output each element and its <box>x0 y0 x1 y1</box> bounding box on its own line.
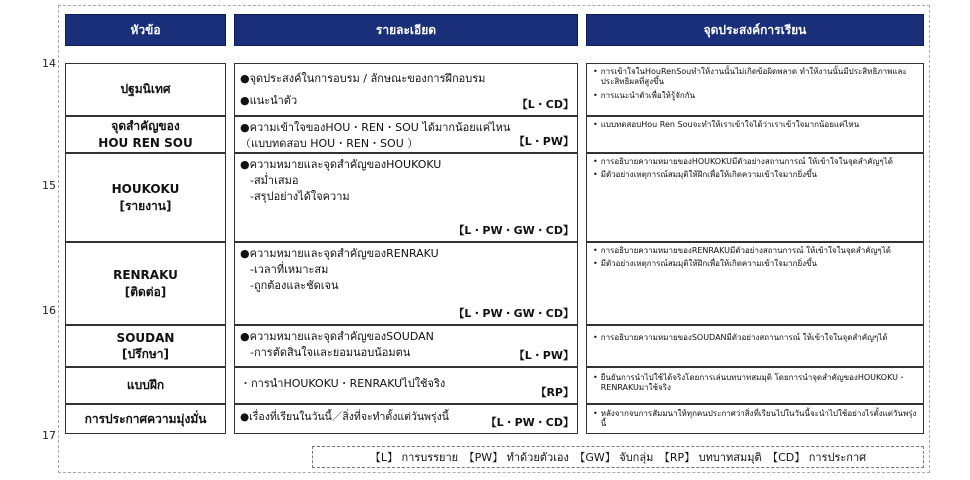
bullet-icon: • <box>593 333 598 342</box>
objective-text: มีตัวอย่างเหตุการณ์สมมุติให้ฝึกเพื่อให้เกิดความเข้าใจมากยิ่งขึ้น <box>600 170 817 180</box>
topic-cell <box>65 367 226 404</box>
header-objective: จุดประสงค์การเรียน <box>586 14 924 46</box>
detail-line: -สรุปอย่างได้ใจความ <box>250 189 350 203</box>
detail-cell <box>234 404 578 434</box>
objective-cell <box>586 367 924 404</box>
detail-cell <box>234 325 578 367</box>
bullet-icon: • <box>593 67 598 76</box>
time-mark-15: 15 <box>42 179 56 192</box>
legend-text: 【L】 การบรรยาย 【PW】 ทำด้วยตัวเอง 【GW】 จับกลุ่ม 【RP】 บทบาทสมมุติ 【CD】 การประกาศ <box>369 451 867 464</box>
topic-line: HOUKOKU <box>111 182 180 197</box>
bullet-icon: • <box>593 259 598 269</box>
objective-cell <box>586 325 924 367</box>
detail-line: （แบบทดสอบ HOU・REN・SOU ） <box>240 136 419 150</box>
objective-text: ยืนยันการนำไปใช้ได้จริงโดยการเล่นบทบาทสมมุติ โดยการนำจุดสำคัญของHOUKOKU・RENRAKUมาใช้จริง <box>600 373 906 393</box>
method-tag: 【RP】 <box>535 386 574 400</box>
bullet-icon: • <box>593 170 598 180</box>
topic-line: SOUDAN <box>116 330 175 345</box>
objective-cell <box>586 63 924 116</box>
topic-cell <box>65 153 226 242</box>
time-mark-17: 17 <box>42 429 56 442</box>
bullet-icon: • <box>593 409 598 418</box>
topic-line: RENRAKU <box>113 268 178 283</box>
bullet-icon: • <box>593 90 598 100</box>
time-mark-14: 14 <box>42 57 56 70</box>
detail-line: -การตัดสินใจและยอมนอบน้อมตน <box>250 345 411 359</box>
topic-line: [ปรึกษา] <box>122 347 169 361</box>
topic-line: [ติดต่อ] <box>124 284 167 299</box>
method-tag: 【L・PW・GW・CD】 <box>453 224 574 238</box>
method-tag: 【L・PW】 <box>513 135 574 149</box>
objective-text: การอธิบายความหมายของRENRAKUมีตัวอย่างสถานการณ์ ให้เข้าใจในจุดสำคัญๆได้ <box>600 246 891 255</box>
topic-cell <box>65 325 226 367</box>
detail-line: ●เรื่องที่เรียนในวันนี้／สิ่งที่จะทำตั้งแต่วันพรุ่งนี้ <box>240 411 449 423</box>
header-topic: หัวข้อ <box>65 14 226 46</box>
detail-line: -เวลาที่เหมาะสม <box>250 262 329 276</box>
method-tag: 【L・PW】 <box>513 349 574 363</box>
objective-cell <box>586 404 924 434</box>
detail-cell <box>234 367 578 404</box>
objective-text: หลังจากจบการสัมมนาให้ทุกคนประกาศว่าสิ่งที่เรียนไปในวันนี้จะนำไปใช้อย่างไรตั้งแต่วันพรุ่งนี้ <box>600 409 917 429</box>
method-tag: 【L・CD】 <box>516 98 574 112</box>
method-tag: 【L・PW・GW・CD】 <box>453 307 574 321</box>
objective-text: มีตัวอย่างเหตุการณ์สมมุติให้ฝึกเพื่อให้เกิดความเข้าใจมากยิ่งขึ้น <box>600 259 817 269</box>
topic-cell <box>65 404 226 434</box>
detail-cell <box>234 242 578 325</box>
detail-line: ●ความเข้าใจของHOU・REN・SOU ได้มากน้อยแค่ไหน <box>240 121 511 134</box>
objective-text: แบบทดสอบHou Ren Souจะทำให้เราเข้าใจได้ว่าเราเข้าใจมากน้อยแค่ไหน <box>600 120 860 129</box>
topic-cell <box>65 242 226 325</box>
objective-text: การแนะนำตัวเพื่อให้รู้จักกัน <box>600 90 696 100</box>
detail-cell <box>234 153 578 242</box>
topic-line: [รายงาน] <box>119 198 172 213</box>
bullet-icon: • <box>593 246 598 255</box>
topic-line: จุดสำคัญของ <box>111 119 180 134</box>
objective-cell <box>586 153 924 242</box>
bullet-icon: • <box>593 157 598 166</box>
method-tag: 【L・PW・CD】 <box>485 416 574 430</box>
objective-text: การเข้าใจในHouRenSouทำให้งานนั้นไม่เกิดข้อผิดพลาด ทำให้งานนั้นมีประสิทธิภาพและประสิทธิผลที่สูงขึ้น <box>600 67 907 87</box>
topic-cell <box>65 63 226 116</box>
detail-line: -ถูกต้องและชัดเจน <box>250 278 339 292</box>
topic-line: ปฐมนิเทศ <box>120 82 171 97</box>
detail-cell <box>234 63 578 116</box>
objective-cell <box>586 242 924 325</box>
bullet-icon: • <box>593 120 598 129</box>
objective-text: การอธิบายความหมายของSOUDANมีตัวอย่างสถานการณ์ ให้เข้าใจในจุดสำคัญๆได้ <box>600 333 888 342</box>
time-mark-16: 16 <box>42 304 56 317</box>
detail-line: ●แนะนำตัว <box>240 93 298 107</box>
topic-line: การประกาศความมุ่งมั่น <box>84 411 207 426</box>
detail-line: -สม่ำเสมอ <box>250 173 299 187</box>
detail-line: ●ความหมายและจุดสำคัญของRENRAKU <box>240 247 439 260</box>
header-detail: รายละเอียด <box>234 14 578 46</box>
detail-line: ・การนำHOUKOKU・RENRAKUไปใช้จริง <box>240 377 446 390</box>
bullet-icon: • <box>593 373 598 382</box>
objective-cell <box>586 116 924 153</box>
legend-box <box>312 446 924 468</box>
detail-line: ●จุดประสงค์ในการอบรม / ลักษณะของการฝึกอบรม <box>240 72 486 85</box>
objective-text: การอธิบายความหมายของHOUKOKUมีตัวอย่างสถานการณ์ ให้เข้าใจในจุดสำคัญๆได้ <box>600 157 893 166</box>
topic-cell <box>65 116 226 153</box>
detail-line: ●ความหมายและจุดสำคัญของHOUKOKU <box>240 158 442 171</box>
topic-line: HOU REN SOU <box>98 135 193 150</box>
detail-line: ●ความหมายและจุดสำคัญของSOUDAN <box>240 330 434 343</box>
topic-line: แบบฝึก <box>126 378 165 393</box>
detail-cell <box>234 116 578 153</box>
